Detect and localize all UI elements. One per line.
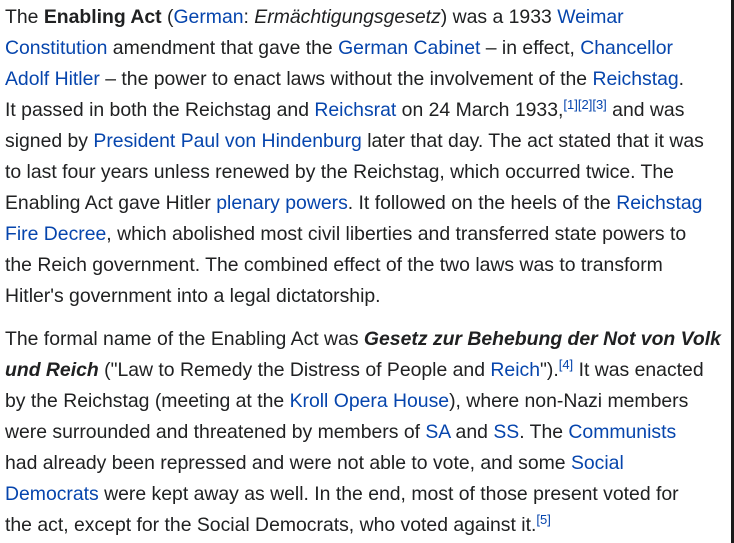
article-body — [5, 2, 725, 541]
text: later that day. The act stated that it was — [361, 130, 704, 152]
link-chancellor-adolf-hitler-part1[interactable]: Chancellor — [580, 37, 673, 59]
text: The formal name of the Enabling Act was — [5, 328, 364, 350]
citation-4[interactable]: [4] — [558, 357, 574, 372]
link-chancellor-adolf-hitler-part2[interactable]: Adolf Hitler — [5, 68, 100, 90]
link-social-democrats-part1[interactable]: Social — [570, 452, 624, 474]
p2-line-2 — [5, 355, 725, 386]
citation-3[interactable]: [3] — [592, 97, 607, 112]
link-kroll-opera-house[interactable]: Kroll Opera House — [289, 390, 450, 412]
text: . The — [519, 421, 569, 443]
text: ( — [161, 6, 174, 28]
text: "). — [539, 359, 559, 381]
text: – the power to enact laws without the involvement of the — [99, 68, 593, 90]
text: the act, except for the Social Democrats, who voted against it. — [5, 514, 537, 536]
link-weimar-constitution-part1[interactable]: Weimar — [557, 6, 624, 28]
link-german[interactable]: German — [173, 6, 244, 28]
text: The — [5, 6, 44, 28]
citation-5[interactable]: [5] — [536, 512, 551, 527]
p2-line-7 — [5, 510, 725, 541]
link-plenary-powers[interactable]: plenary powers — [216, 192, 348, 214]
p1-line-1 — [5, 2, 725, 33]
p1-line-3 — [5, 64, 725, 95]
paragraph-2 — [5, 324, 725, 541]
p2-line-3 — [5, 386, 725, 417]
p1-line-6: to last four years unless renewed by the Reichstag, which occurred twice. The — [5, 161, 674, 183]
text: : — [243, 6, 255, 28]
link-reich[interactable]: Reich — [490, 359, 540, 381]
text: signed by — [5, 130, 94, 152]
formal-name-bold-italic-part2: und Reich — [5, 359, 99, 381]
article-subject-bold: Enabling Act — [43, 6, 162, 28]
text: – in effect, — [480, 37, 581, 59]
german-term-italic: Ermächtigungsgesetz — [254, 6, 441, 28]
p1-line-9: the Reich government. The combined effect of the two laws was to transform — [5, 254, 663, 276]
link-reichstag-fire-decree-part2[interactable]: Fire Decree — [5, 223, 107, 245]
p1-line-10: Hitler's government into a legal dictatorship. — [5, 285, 381, 307]
text: Enabling Act gave Hitler — [5, 192, 217, 214]
text: on 24 March 1933, — [396, 99, 564, 121]
citation-1[interactable]: [1] — [563, 97, 578, 112]
citation-2[interactable]: [2] — [577, 97, 593, 112]
text: . — [678, 68, 685, 90]
text: . It followed on the heels of the — [347, 192, 617, 214]
text: and was — [606, 99, 685, 121]
paragraph-gap — [5, 312, 725, 324]
p1-line-5 — [5, 126, 725, 157]
text: It passed in both the Reichstag and — [5, 99, 315, 121]
p1-line-8 — [5, 219, 725, 250]
text: were surrounded and threatened by members of — [5, 421, 426, 443]
link-german-cabinet[interactable]: German Cabinet — [338, 37, 481, 59]
text: ("Law to Remedy the Distress of People and — [98, 359, 491, 381]
link-reichsrat[interactable]: Reichsrat — [314, 99, 397, 121]
link-sa[interactable]: SA — [425, 421, 451, 443]
p1-line-2 — [5, 33, 725, 64]
paragraph-1 — [5, 2, 725, 312]
link-ss[interactable]: SS — [493, 421, 520, 443]
p2-line-6 — [5, 479, 725, 510]
p1-line-4 — [5, 95, 725, 126]
p2-line-4 — [5, 417, 725, 448]
link-reichstag-fire-decree-part1[interactable]: Reichstag — [616, 192, 703, 214]
text: amendment that gave the — [107, 37, 339, 59]
link-president-hindenburg[interactable]: President Paul von Hindenburg — [93, 130, 362, 152]
link-communists[interactable]: Communists — [568, 421, 677, 443]
text: had already been repressed and were not able to vote, and some — [5, 452, 571, 474]
text: ), where non-Nazi members — [449, 390, 689, 412]
text: ) was a 1933 — [440, 6, 558, 28]
text: by the Reichstag (meeting at the — [5, 390, 290, 412]
link-social-democrats-part2[interactable]: Democrats — [5, 483, 99, 505]
text: , which abolished most civil liberties and transferred state powers to — [106, 223, 687, 245]
p1-line-7 — [5, 188, 725, 219]
text: and — [450, 421, 494, 443]
p2-line-5 — [5, 448, 725, 479]
link-weimar-constitution-part2[interactable]: Constitution — [5, 37, 108, 59]
text: were kept away as well. In the end, most of those present voted for — [98, 483, 679, 505]
text: It was enacted — [573, 359, 704, 381]
link-reichstag[interactable]: Reichstag — [592, 68, 679, 90]
p2-line-1 — [5, 324, 725, 355]
formal-name-bold-italic-part1: Gesetz zur Behebung der Not von Volk — [363, 328, 721, 350]
